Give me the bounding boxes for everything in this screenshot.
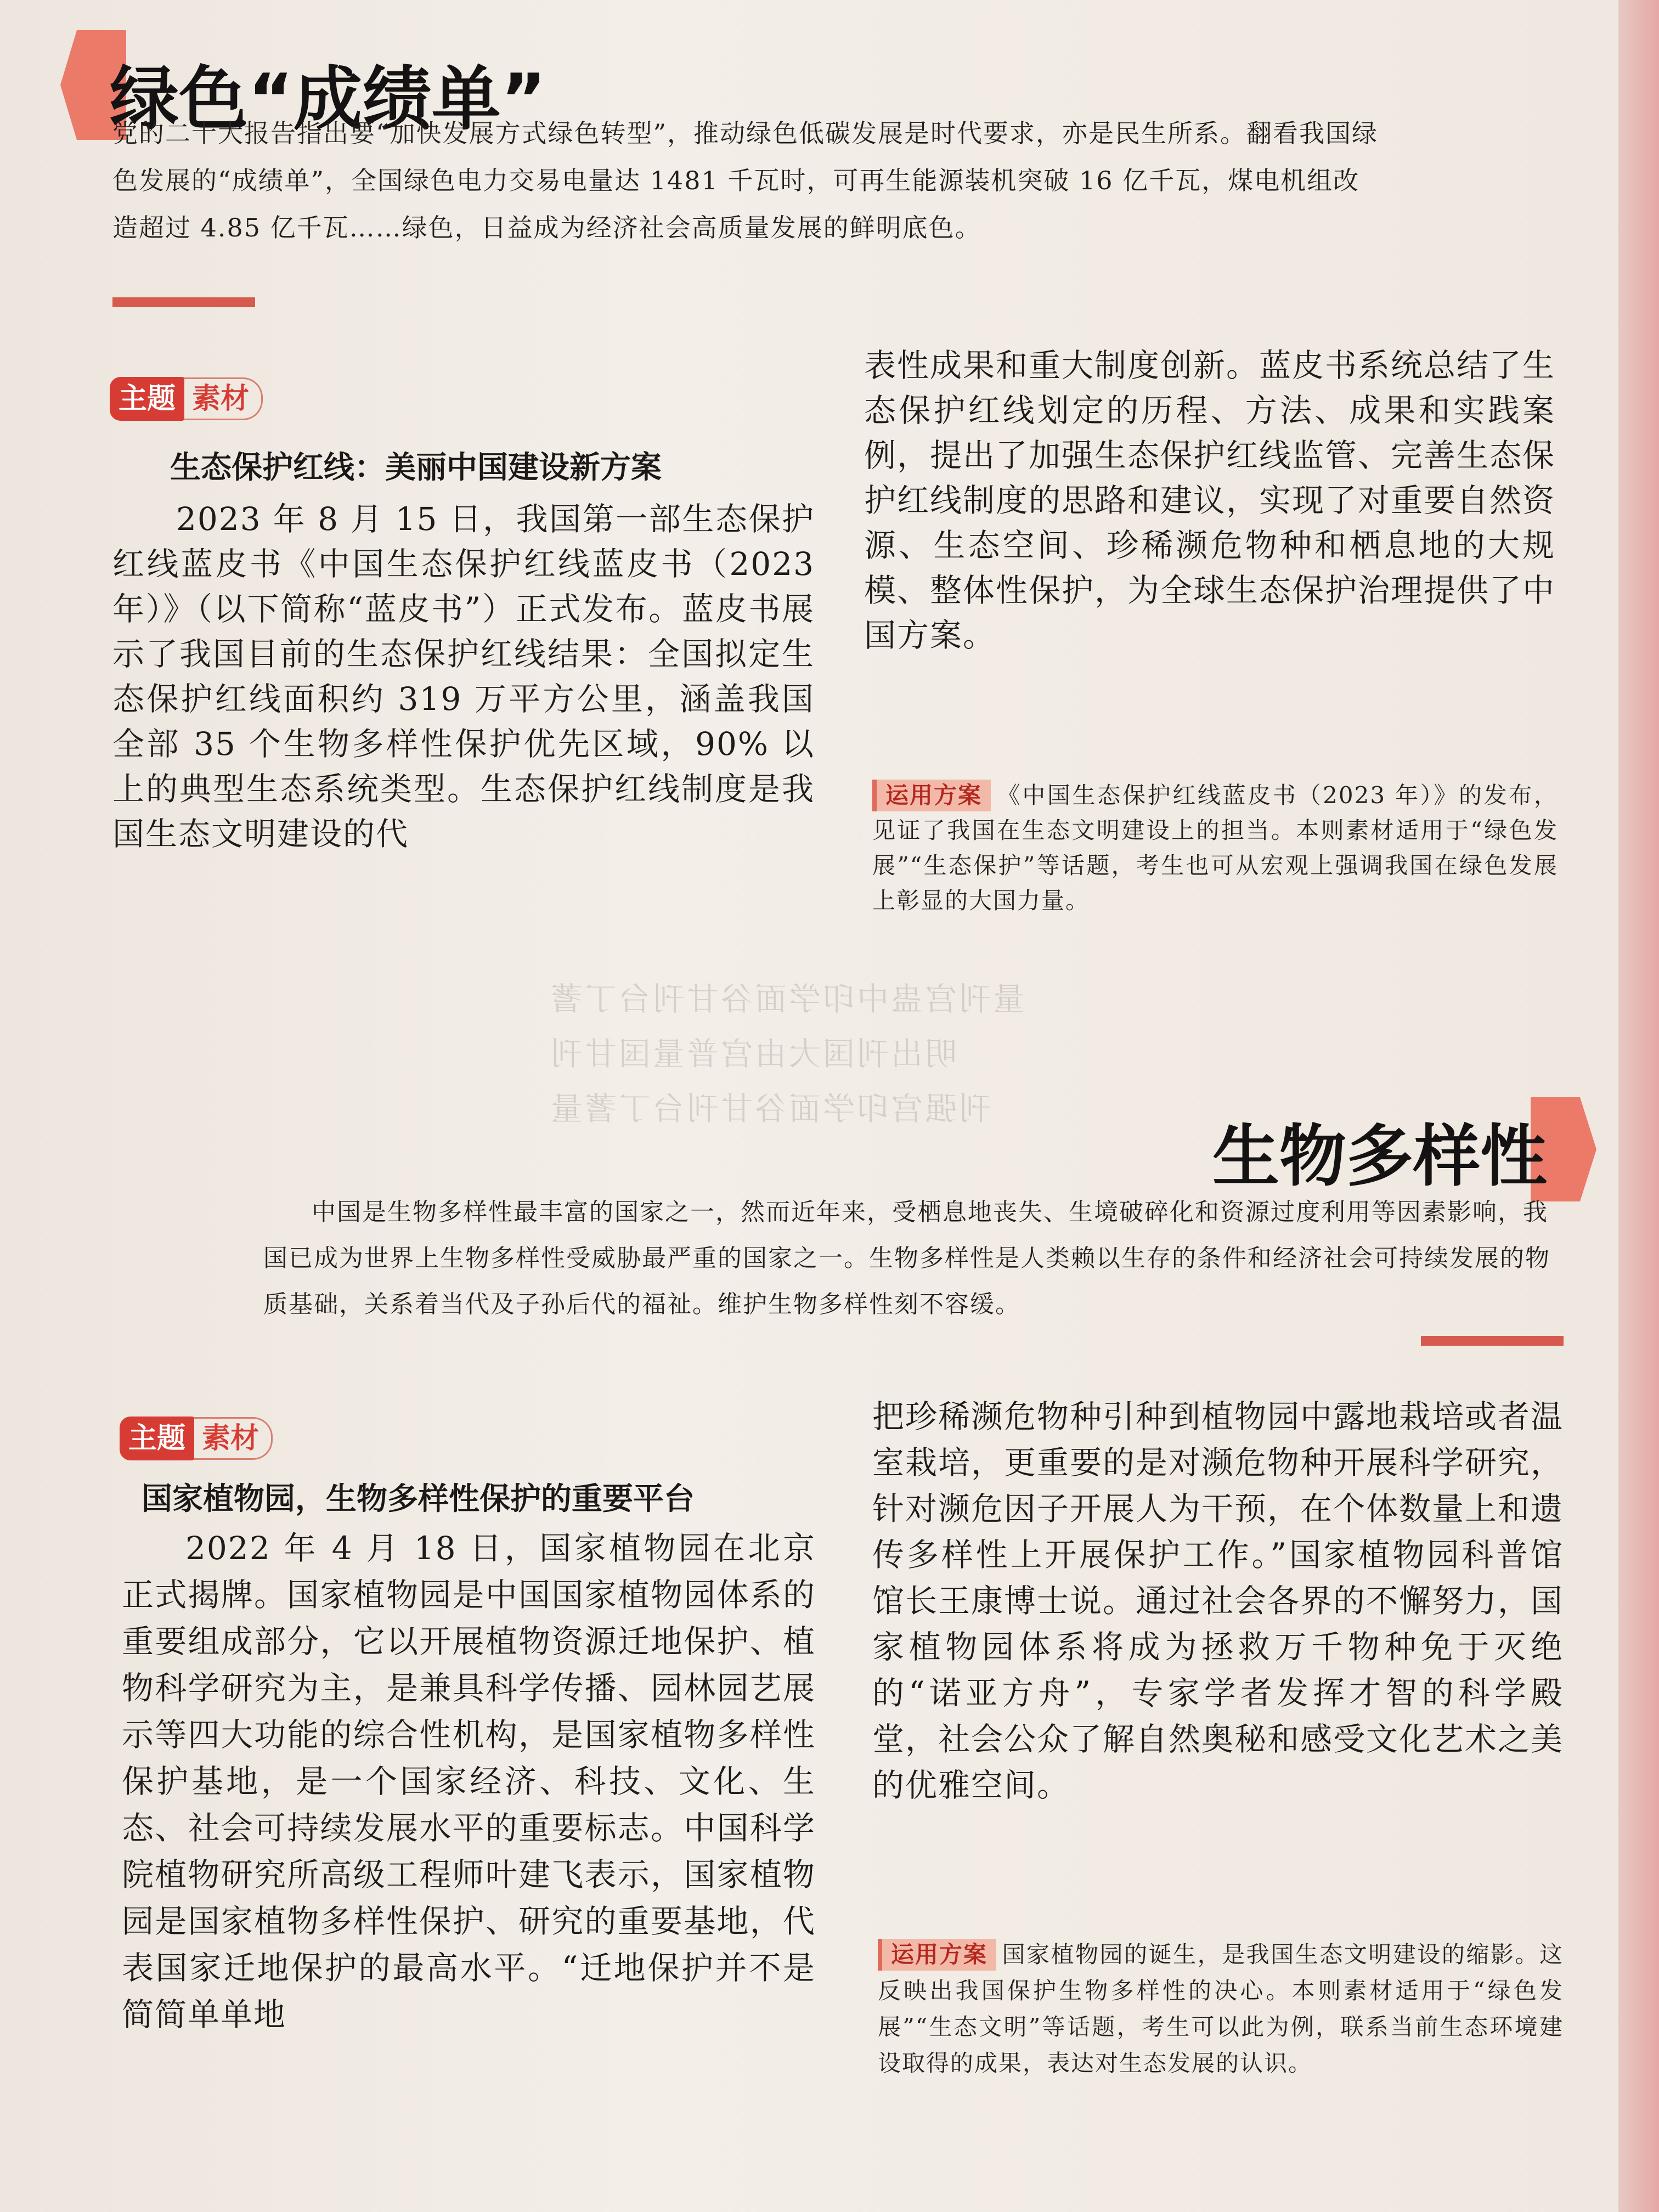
section-rule — [112, 297, 255, 307]
article-subheading: 国家植物园，生物多样性保护的重要平台 — [142, 1481, 695, 1517]
page-edge — [1618, 0, 1659, 2212]
article-subheading: 生态保护红线：美丽中国建设新方案 — [170, 450, 662, 486]
topic-material-tag — [120, 1415, 273, 1462]
article-paragraph: 2022 年 4 月 18 日，国家植物园在北京正式揭牌。国家植物园是中国国家植物园体系的重要组成部分，它以开展植物资源迁地保护、植物科学研究为主，是兼具科学传播、园林园艺展示等四大功能的综合性机构，是国家植物多样性保护基地，是一个国家经济、科技、文化、生态、社会可持续发展水平的重要标志。中国科学院植物研究所高级工程师叶建飞表示，国家植物园是国家植物多样性保护、研究的重要基地，代表国家迁地保护的最高水平。“迁地保护并不是简简单单地 — [122, 1530, 816, 2033]
article-paragraph: 2023 年 8 月 15 日，我国第一部生态保护红线蓝皮书《中国生态保护红线蓝皮书（2023 年）》（以下简称“蓝皮书”）正式发布。蓝皮书展示了我国目前的生态保护红线结果：全国拟定生态保护红线面积约 319 万平方公里，涵盖我国全部 35 个生物多样性保护优先区域，90% 以上的典型生态系统类型。生态保护红线制度是我国生态文明建设的代 — [112, 500, 815, 853]
section-intro: 党的二十大报告指出要“加快发展方式绿色转型”，推动绿色低碳发展是时代要求，亦是民生所系。翻看我国绿色发展的“成绩单”，全国绿色电力交易电量达 1481 千瓦时，可再生能源装机突破 16 亿千瓦，煤电机组改造超过 4.85 亿千瓦……绿色，日益成为经济社会高质量发展的鲜明底色。 — [112, 119, 1379, 242]
application-text: 国家植物园的诞生，是我国生态文明建设的缩影。这反映出我国保护生物多样性的决心。本则素材适用于“绿色发展”“生态文明”等话题，考生可以此为例，联系当前生态环境建设取得的成果，表达对生态发展的认识。 — [878, 1941, 1564, 2076]
section-title: 生物多样性 — [1212, 1118, 1547, 1195]
application-badge: 运用方案 — [878, 1939, 996, 1971]
tag-material: 素材 — [184, 377, 263, 420]
section-intro: 中国是生物多样性最丰富的国家之一，然而近年来，受栖息地丧失、生境破碎化和资源过度利用等因素影响，我国已成为世界上生物多样性受威胁最严重的国家之一。生物多样性是人类赖以生存的条件和经济社会可持续发展的物质基础，关系着当代及子孙后代的福祉。维护生物多样性刻不容缓。 — [263, 1198, 1550, 1318]
article-left-column — [112, 496, 815, 856]
topic-material-tag — [110, 376, 263, 422]
article-paragraph-continued: 把珍稀濒危物种引种到植物园中露地栽培或者温室栽培，更重要的是对濒危物种开展科学研究，针对濒危因子开展人为干预，在个体数量上和遗传多样性上开展保护工作。”国家植物园科普馆馆长王康博士说。通过社会各界的不懈努力，国家植物园体系将成为拯救万千物种免于灭绝的“诺亚方舟”，专家学者发挥才智的科学殿堂，社会公众了解自然奥秘和感受文化艺术之美的优雅空间。 — [872, 1398, 1564, 1804]
tag-topic: 主题 — [110, 377, 184, 421]
show-through-text: 刊强宫印学面谷甘刊台丁蓍量 — [549, 1090, 991, 1127]
section-rule — [1421, 1336, 1564, 1346]
application-note — [872, 778, 1558, 918]
tag-topic: 主题 — [120, 1417, 194, 1460]
application-text: 《中国生态保护红线蓝皮书（2023 年）》的发布，见证了我国在生态文明建设上的担当。本则素材适用于“绿色发展”“生态保护”等话题，考生也可从宏观上强调我国在绿色发展上彰显的大国力量。 — [872, 782, 1558, 914]
article-right-column — [872, 1393, 1564, 1808]
article-right-column — [864, 343, 1555, 658]
show-through-text: 量刊宫蛊中印学面谷甘刊台丁蓍 — [549, 980, 1025, 1018]
tag-material: 素材 — [194, 1417, 273, 1460]
article-left-column — [122, 1525, 816, 2038]
show-through-text: 明出刊国大由宫普量国甘刊 — [549, 1035, 957, 1073]
application-badge: 运用方案 — [872, 780, 991, 811]
section-title: 绿色“成绩单” — [110, 59, 546, 139]
application-note — [878, 1937, 1564, 2081]
article-paragraph-continued: 表性成果和重大制度创新。蓝皮书系统总结了生态保护红线划定的历程、方法、成果和实践案例，提出了加强生态保护红线监管、完善生态保护红线制度的思路和建议，实现了对重要自然资源、生态空间、珍稀濒危物种和栖息地的大规模、整体性保护，为全球生态保护治理提供了中国方案。 — [864, 347, 1556, 654]
